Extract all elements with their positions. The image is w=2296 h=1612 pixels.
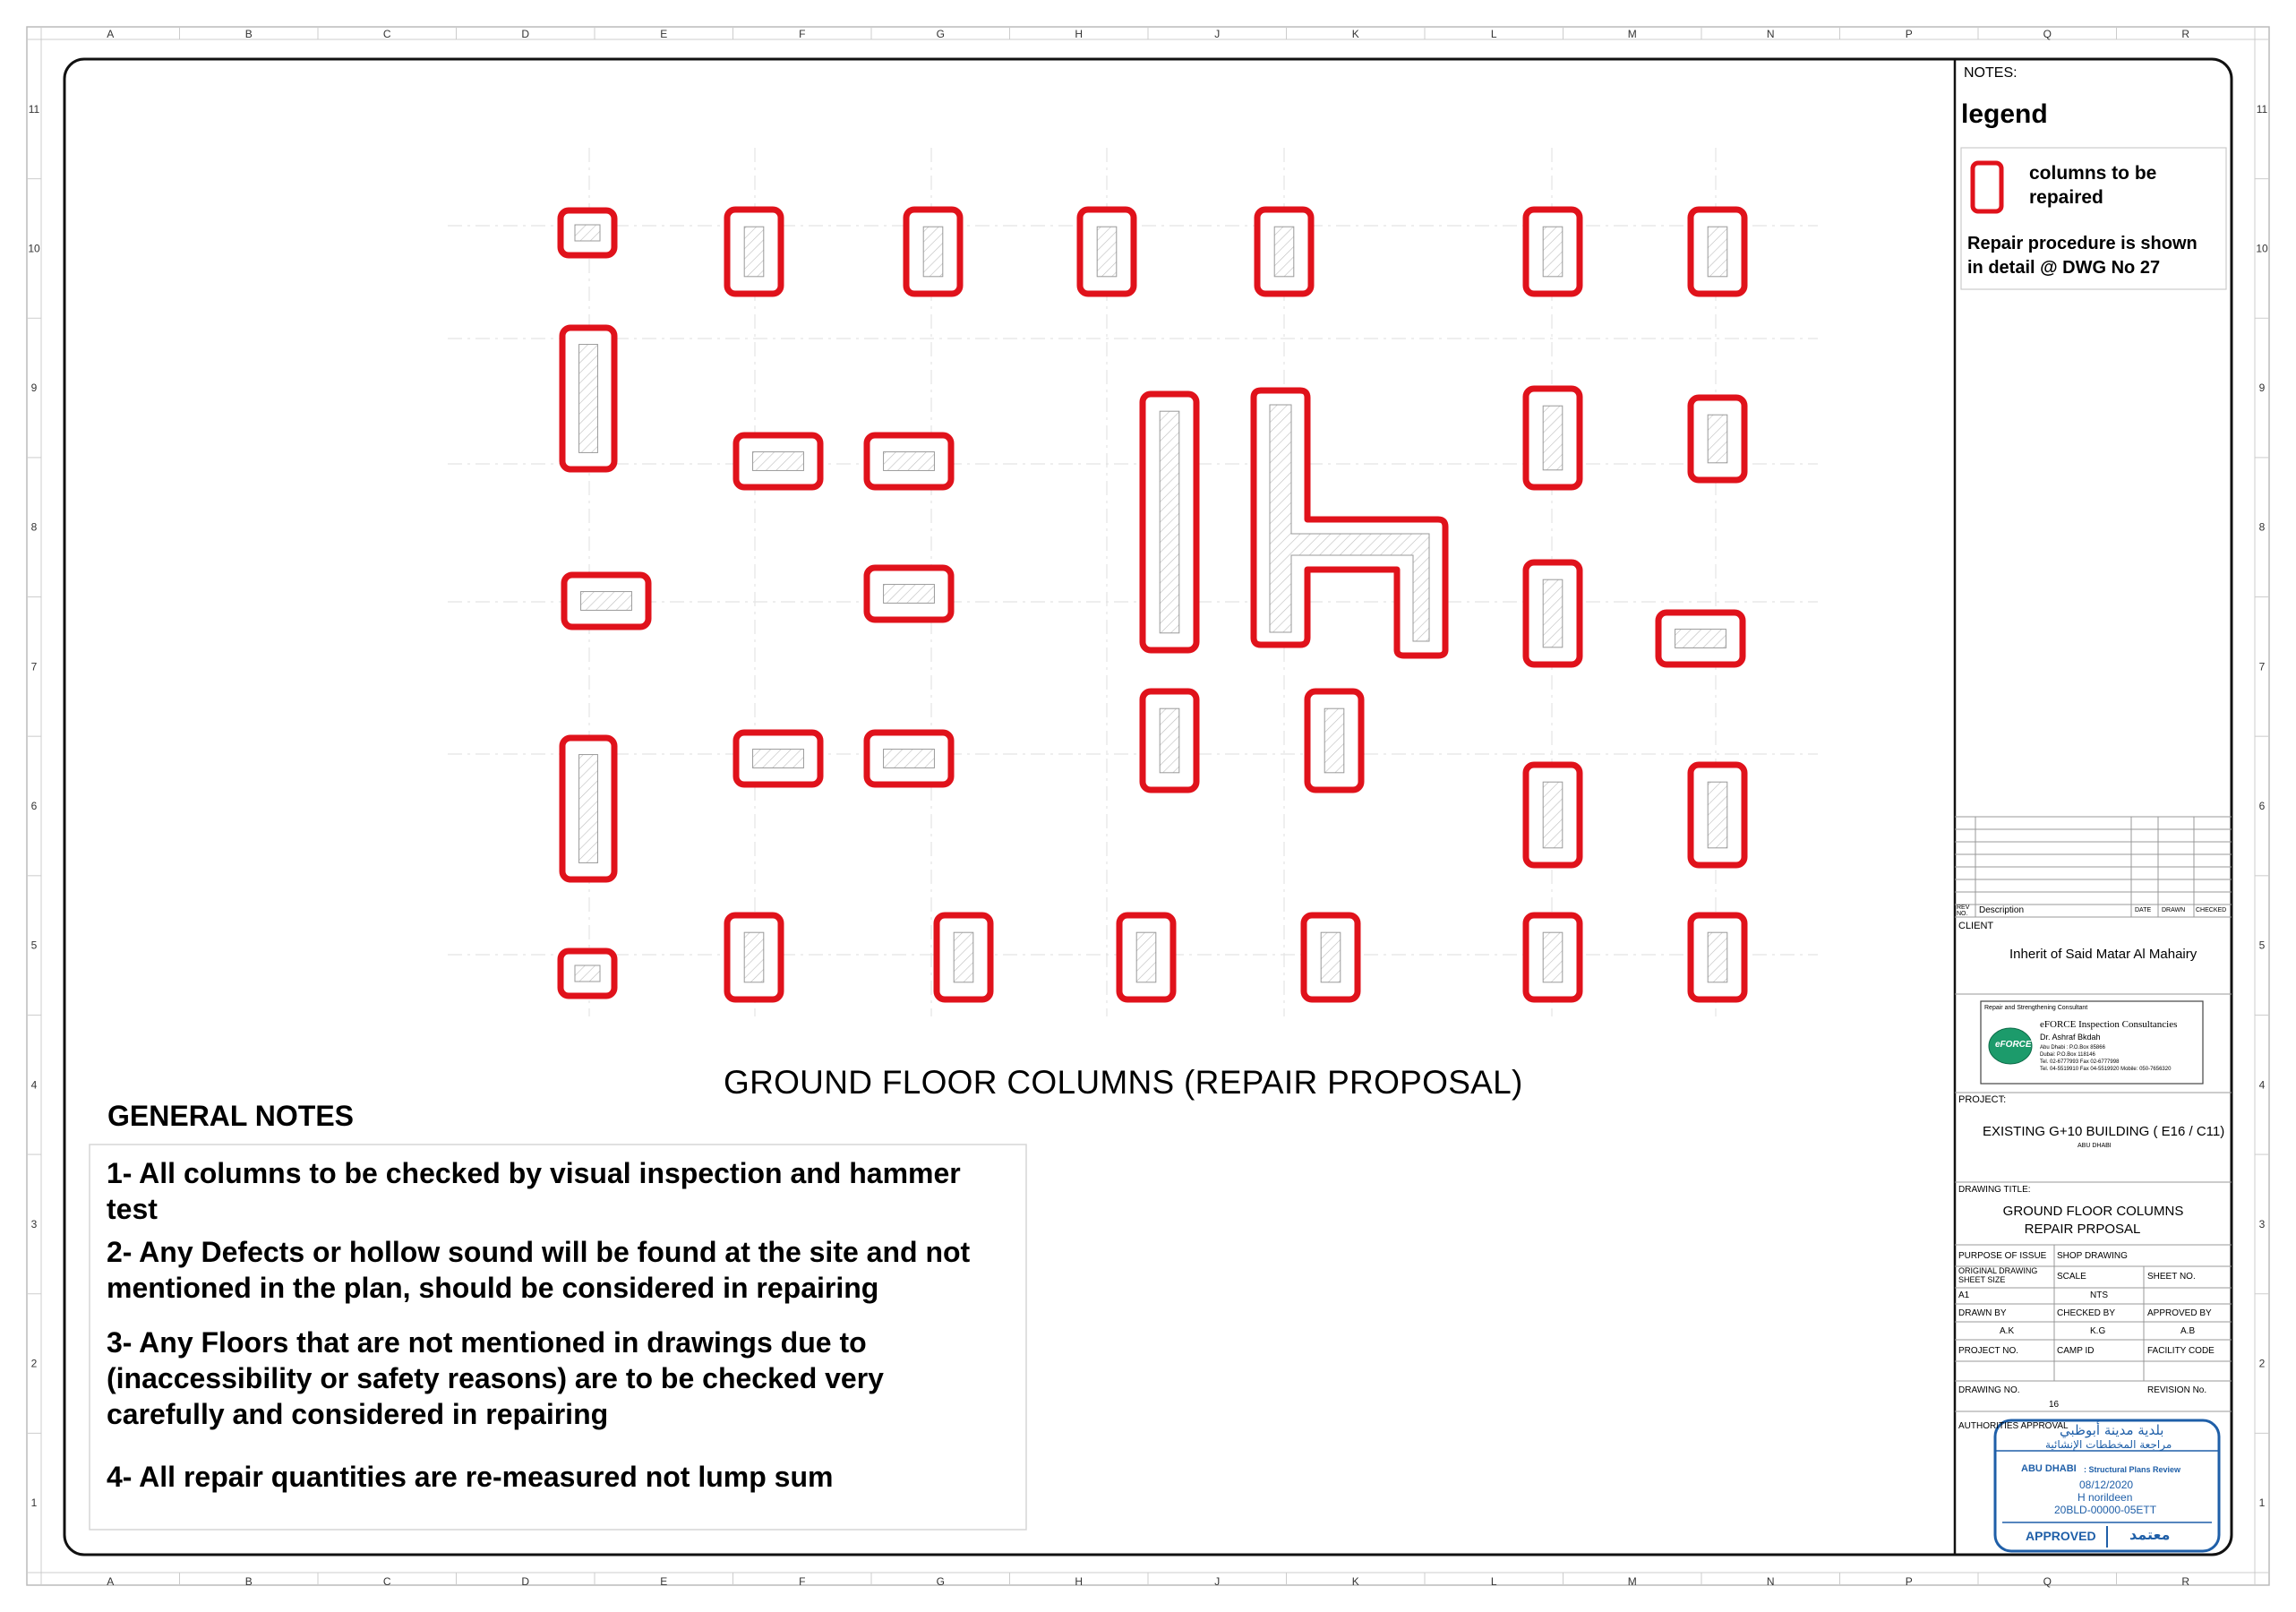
column-core-28: [1136, 932, 1156, 982]
grid-col-label-e: E: [660, 1575, 668, 1588]
stamp-city: ABU DHABI: [2021, 1463, 2077, 1474]
approved-by-value: A.B: [2180, 1326, 2196, 1336]
grid-row-label-4: 4: [30, 1078, 38, 1092]
stamp-ref: 20BLD-00000-05ETT: [2054, 1504, 2157, 1516]
legend-item-line-1: columns to be: [2029, 163, 2157, 184]
original-size-line-2: SHEET SIZE: [1958, 1275, 2006, 1284]
stamp-status: APPROVED: [2026, 1529, 2096, 1543]
grid-col-label-b: B: [244, 1575, 253, 1588]
legend-title: legend: [1961, 99, 2048, 129]
grid-col-label-n: N: [1766, 1575, 1775, 1588]
grid-col-label-n: N: [1766, 28, 1775, 40]
grid-row-label-9: 9: [30, 382, 38, 395]
column-core-8: [579, 345, 598, 453]
column-core-13: [1708, 415, 1727, 463]
grid-col-label-q: Q: [2043, 1575, 2052, 1588]
grid-col-label-a: A: [107, 1575, 115, 1588]
column-core-29: [1321, 932, 1341, 982]
column-core-11: [1160, 411, 1179, 633]
camp-id-label: CAMP ID: [2057, 1346, 2095, 1356]
checked-by-label: CHECKED BY: [2057, 1308, 2116, 1318]
project-label: PROJECT:: [1958, 1094, 2007, 1105]
grid-col-label-g: G: [936, 28, 945, 40]
grid-col-label-l: L: [1490, 28, 1497, 40]
drawing-title: [1955, 1203, 2232, 1239]
client-name: Inherit of Said Matar Al Mahairy: [2009, 947, 2197, 962]
column-core-4: [1097, 227, 1117, 277]
column-core-10: [884, 452, 935, 471]
grid-row-label-4: 4: [2258, 1078, 2266, 1092]
grid-col-label-k: K: [1351, 1575, 1359, 1588]
grid-col-label-h: H: [1075, 1575, 1084, 1588]
procedure-note: [1967, 232, 2197, 280]
original-size-line-1: ORIGINAL DRAWING: [1958, 1266, 2038, 1275]
grid-col-label-c: C: [382, 1575, 391, 1588]
grid-col-label-p: P: [1905, 1575, 1913, 1588]
project-name: EXISTING G+10 BUILDING ( E16 / C11): [1983, 1124, 2225, 1139]
grid-row-label-2: 2: [2258, 1357, 2266, 1370]
column-core-9: [753, 452, 804, 471]
procedure-line-1: Repair procedure is shown: [1967, 234, 2197, 253]
grid-col-label-r: R: [2181, 28, 2190, 40]
approved-by-label: APPROVED BY: [2147, 1308, 2212, 1318]
note-2-line-1: 2- Any Defects or hollow sound will be found at the site and not: [107, 1236, 971, 1268]
sheet-no-label: SHEET NO.: [2147, 1272, 2196, 1282]
column-core-17: [1675, 630, 1726, 648]
note-1-line-2: test: [107, 1193, 158, 1225]
notes-label: NOTES:: [1964, 65, 2018, 81]
column-core-12: [1543, 406, 1563, 470]
stamp-reviewer: H norildeen: [2078, 1491, 2133, 1504]
revision-no-label: REVISION No.: [2147, 1385, 2207, 1395]
original-size-label: [1958, 1266, 2037, 1284]
general-notes-heading: GENERAL NOTES: [107, 1100, 354, 1132]
consultant-line-3: Tel. 02-6777993 Fax 02-6777998: [2040, 1059, 2120, 1065]
grid-col-label-a: A: [107, 28, 115, 40]
grid-col-label-d: D: [521, 1575, 530, 1588]
grid-row-label-9: 9: [2258, 382, 2266, 395]
consultant-name: eFORCE Inspection Consultancies: [2040, 1019, 2178, 1030]
stamp-review: : Structural Plans Review: [2084, 1465, 2181, 1474]
grid-row-label-5: 5: [30, 939, 38, 952]
column-core-31: [1708, 932, 1727, 982]
column-core-25: [575, 965, 600, 982]
note-1-line-1: 1- All columns to be checked by visual inspection and hammer: [107, 1157, 961, 1189]
grid-col-label-f: F: [799, 28, 806, 40]
consultant-label: Repair and Strengthening Consultant: [1984, 1005, 2088, 1011]
project-city: ABU DHABI: [2078, 1143, 2112, 1149]
column-core-19: [884, 750, 935, 768]
grid-row-label-1: 1: [30, 1496, 38, 1510]
authorities-label: AUTHORITIES APPROVAL: [1958, 1421, 2069, 1431]
note-3-line-3: carefully and considered in repairing: [107, 1398, 609, 1430]
column-core-3: [923, 227, 943, 277]
rev-description-header: Description: [1979, 905, 2025, 915]
facility-code-label: FACILITY CODE: [2147, 1346, 2215, 1356]
general-notes-list: [107, 1155, 970, 1495]
drawing-no-label: DRAWING NO.: [1958, 1385, 2020, 1395]
client-label: CLIENT: [1958, 921, 1994, 931]
grid-col-label-m: M: [1627, 1575, 1637, 1588]
column-core-1: [575, 225, 600, 241]
plan-title: GROUND FLOOR COLUMNS (REPAIR PROPOSAL): [724, 1064, 1523, 1101]
consultant-contacts: [2040, 1044, 2171, 1073]
grid-col-label-d: D: [521, 28, 530, 40]
column-core-27: [954, 932, 973, 982]
column-core-2: [744, 227, 764, 277]
grid-row-label-8: 8: [30, 520, 38, 534]
grid-col-label-r: R: [2181, 1575, 2190, 1588]
rev-date-header: DATE: [2135, 907, 2152, 913]
note-4: 4- All repair quantities are re-measured not lump sum: [107, 1461, 834, 1493]
columns-layer: [561, 210, 1744, 999]
grid-row-label-6: 6: [30, 800, 38, 812]
grid-row-label-11: 11: [28, 102, 40, 116]
project-no-label: PROJECT NO.: [1958, 1346, 2019, 1356]
column-core-18: [753, 750, 804, 768]
grid-col-label-c: C: [382, 28, 391, 40]
purpose-label: PURPOSE OF ISSUE: [1958, 1251, 2047, 1261]
checked-by-value: K.G: [2090, 1326, 2106, 1336]
stamp-date: 08/12/2020: [2079, 1479, 2134, 1491]
grid-col-label-j: J: [1214, 1575, 1221, 1588]
grid-row-label-10: 10: [28, 242, 40, 255]
drawn-by-label: DRAWN BY: [1958, 1308, 2007, 1318]
grid-row-label-1: 1: [2258, 1496, 2266, 1510]
column-core-16: [1543, 579, 1563, 647]
column-core-5: [1274, 227, 1294, 277]
column-core-15: [884, 585, 935, 604]
grid-row-label-7: 7: [2258, 660, 2266, 673]
consultant-line-2: Dubai: P.O.Box 118146: [2040, 1052, 2095, 1058]
note-2-line-2: mentioned in the plan, should be considered in repairing: [107, 1272, 879, 1304]
grid-row-label-2: 2: [30, 1357, 38, 1370]
grid-col-label-e: E: [660, 28, 668, 40]
grid-col-label-f: F: [799, 1575, 806, 1588]
rev-drawn-header: DRAWN: [2162, 907, 2186, 913]
eforce-logo-text: eFORCE: [1995, 1040, 2032, 1050]
grid-col-label-p: P: [1905, 28, 1913, 40]
scale-label: SCALE: [2057, 1272, 2086, 1282]
stamp-arabic-1: بلدية مدينة أبوظبي: [2060, 1422, 2164, 1438]
grid-row-label-5: 5: [2258, 939, 2266, 952]
note-3-line-1: 3- Any Floors that are not mentioned in drawings due to: [107, 1326, 867, 1359]
legend-swatch: [1973, 163, 2001, 211]
column-core-21: [1324, 708, 1344, 773]
drawing-title-line-1: GROUND FLOOR COLUMNS: [2002, 1204, 2184, 1219]
scale-value: NTS: [2090, 1290, 2108, 1300]
sheet-size-value: A1: [1958, 1290, 1970, 1300]
rev-checked-header: CHECKED: [2196, 907, 2227, 913]
grid-col-label-q: Q: [2043, 28, 2052, 40]
procedure-line-2: in detail @ DWG No 27: [1967, 258, 2161, 278]
stamp-status-arabic: معتمد: [2129, 1526, 2171, 1543]
column-core-24: [1708, 782, 1727, 848]
consultant-person: Dr. Ashraf Bkdah: [2040, 1033, 2101, 1042]
drawing-title-label: DRAWING TITLE:: [1958, 1185, 2031, 1195]
purpose-value: SHOP DRAWING: [2057, 1251, 2128, 1261]
note-3-line-2: (inaccessibility or safety reasons) are to be checked very: [107, 1362, 884, 1394]
grid-col-label-l: L: [1490, 1575, 1497, 1588]
rev-no-header: REV NO.: [1957, 905, 1970, 917]
column-core-26: [744, 932, 764, 982]
grid-col-label-b: B: [244, 28, 253, 40]
column-core-30: [1543, 932, 1563, 982]
stamp-arabic-2: مراجعة المخططات الإنشائية: [2045, 1438, 2172, 1451]
grid-row-label-3: 3: [2258, 1217, 2266, 1230]
column-core-7: [1708, 227, 1727, 277]
drawn-by-value: A.K: [2000, 1326, 2015, 1336]
legend-item-label: [2029, 161, 2156, 210]
column-core-14: [581, 592, 632, 611]
column-core-23: [1543, 782, 1563, 848]
grid-col-label-k: K: [1351, 28, 1359, 40]
column-core-20: [1160, 708, 1179, 773]
grid-row-label-6: 6: [2258, 800, 2266, 812]
grid-col-label-j: J: [1214, 28, 1221, 40]
grid-col-label-h: H: [1075, 28, 1084, 40]
consultant-line-4: Tel. 04-5519910 Fax 04-5519920 Mobile: 050-7656320: [2040, 1067, 2172, 1072]
grid-row-label-11: 11: [2256, 102, 2268, 116]
drawing-no-value: 16: [2049, 1400, 2060, 1410]
grid-row-label-3: 3: [30, 1217, 38, 1230]
drawing-title-line-2: REPAIR PRPOSAL: [2024, 1222, 2141, 1237]
grid-row-label-10: 10: [2256, 242, 2268, 255]
legend-item-line-2: repaired: [2029, 187, 2103, 208]
consultant-line-1: Abu Dhabi : P.O.Box 85866: [2040, 1045, 2105, 1050]
column-core-6: [1543, 227, 1563, 277]
grid-col-label-g: G: [936, 1575, 945, 1588]
grid-col-label-m: M: [1627, 28, 1637, 40]
grid-row-label-7: 7: [30, 660, 38, 673]
grid-row-label-8: 8: [2258, 520, 2266, 534]
column-core-22: [579, 755, 598, 863]
